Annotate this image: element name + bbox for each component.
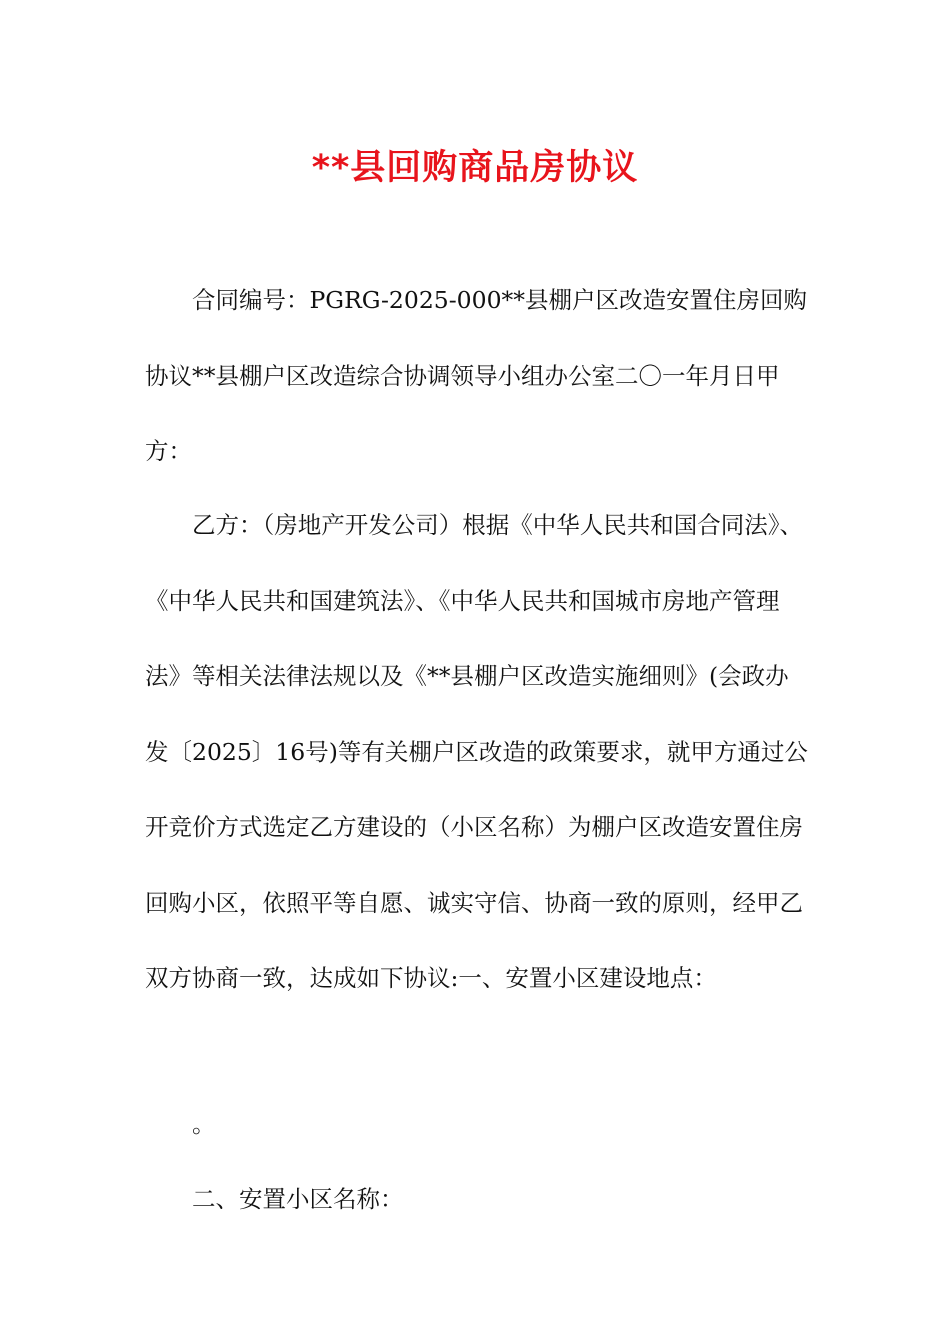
contract-header-paragraph: 合同编号：PGRG-2025-000**县棚户区改造安置住房回购协议**县棚户区改造综合协调领导小组办公室二〇一年月日甲方： xyxy=(145,286,808,465)
document-title: **县回购商品房协议 xyxy=(311,148,639,188)
party-b-paragraph: 乙方：（房地产开发公司）根据《中华人民共和国合同法》、《中华人民共和国建筑法》、《中华人民共和国城市房地产管理法》等相关法律法规以及《**县棚户区改造实施细则》(会政办发〔2025〕16号)等有关棚户区改造的政策要求，就甲方通过公开竞价方式选定乙方建设的（小区名称）为棚户区改造安置住房回购小区，依照平等自愿、诚实守信、协商一致的原则，经甲乙双方协商一致，达成如下协议:一、安置小区建设地点： xyxy=(145,511,808,992)
period-paragraph: 。 xyxy=(192,1110,216,1138)
section-two-heading: 二、安置小区名称： xyxy=(192,1185,404,1213)
